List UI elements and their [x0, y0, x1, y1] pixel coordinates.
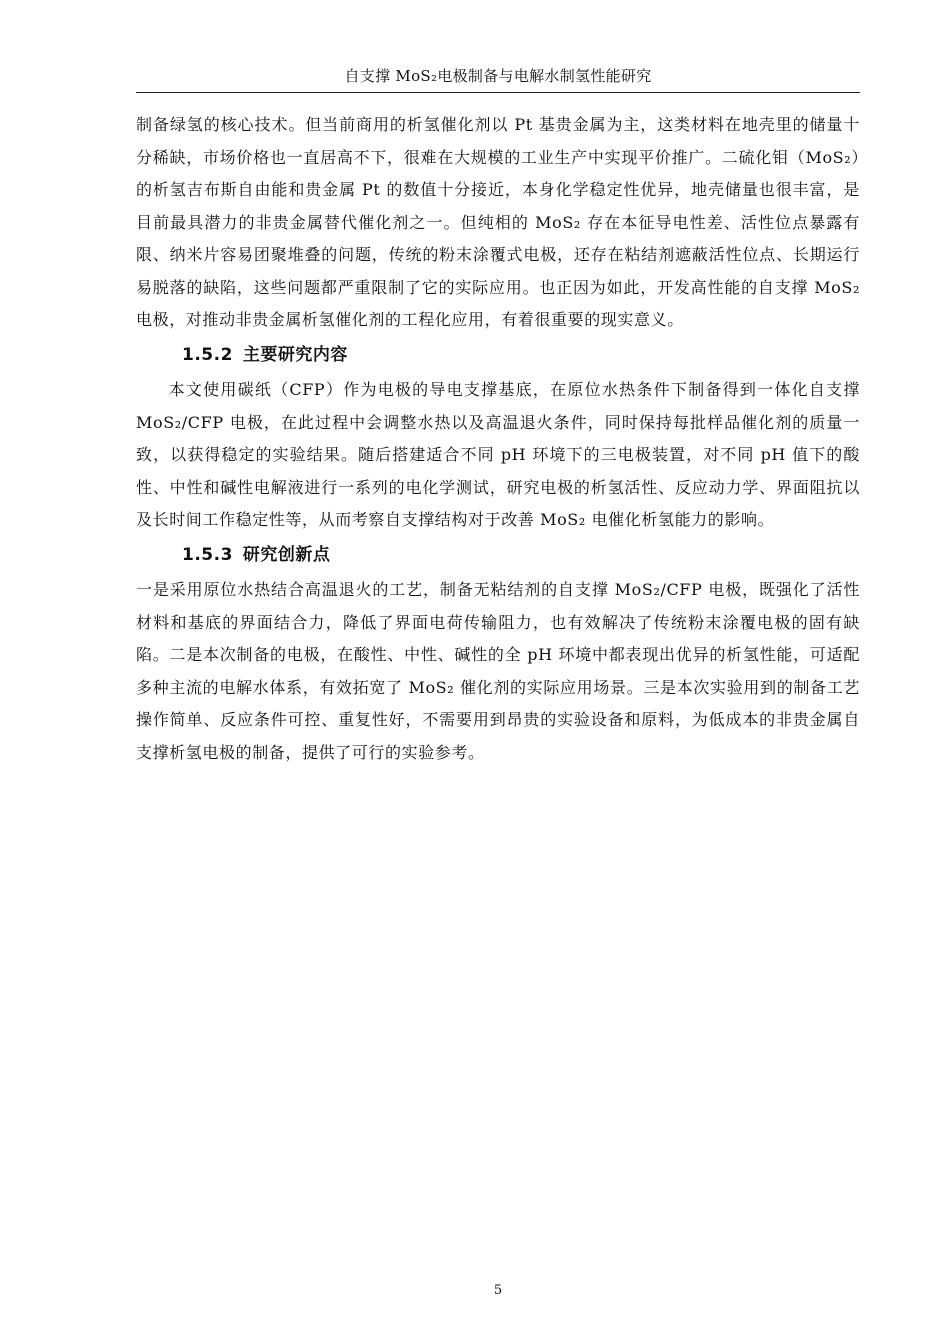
body-paragraph-2 [136, 374, 860, 537]
section-heading-1-5-3 [182, 543, 330, 567]
running-header: 自支撑 MoS₂电极制备与电解水制氢性能研究 [344, 67, 652, 85]
section-3-text: 一是采用原位水热结合高温退火的工艺，制备无粘结剂的自支撑 MoS₂/CFP 电极，既强化了活性材料和基底的界面结合力，降低了界面电荷传输阻力，也有效解决了传统粉末涂覆电极的固有缺陷。二是本次制备的电极，在酸性、中性、碱性的全 pH 环境中都表现出优异的析氢性能，可适配多种主流的电解水体系，有效拓宽了 MoS₂ 催化剂的实际应用场景。三是本次实验用到的制备工艺操作简单、反应条件可控、重复性好，不需要用到昂贵的实验设备和原料，为低成本的非贵金属自支撑析氢电极的制备，提供了可行的实验参考。 [136, 580, 860, 762]
body-paragraph-3 [136, 574, 860, 770]
section-2-text: 本文使用碳纸（CFP）作为电极的导电支撑基底，在原位水热条件下制备得到一体化自支撑 MoS₂/CFP 电极，在此过程中会调整水热以及高温退火条件，同时保持每批样品催化剂的质量一致，以获得稳定的实验结果。随后搭建适合不同 pH 环境下的三电极装置，对不同 pH 值下的酸性、中性和碱性电解液进行一系列的电化学测试，研究电极的析氢活性、反应动力学、界面阻抗以及长时间工作稳定性等，从而考察自支撑结构对于改善 MoS₂ 电催化析氢能力的影响。 [136, 380, 860, 529]
section-title: 主要研究内容 [242, 345, 348, 365]
section-title: 研究创新点 [242, 545, 331, 565]
section-heading-1-5-2 [182, 343, 348, 367]
body-paragraph-1: 制备绿氢的核心技术。但当前商用的析氢催化剂以 Pt 基贵金属为主，这类材料在地壳里的储量十分稀缺，市场价格也一直居高不下，很难在大规模的工业生产中实现平价推广。二硫化钼（MoS₂）的析氢吉布斯自由能和贵金属 Pt 的数值十分接近，本身化学稳定性优异，地壳储量也很丰富，是目前最具潜力的非贵金属替代催化剂之一。但纯相的 MoS₂ 存在本征导电性差、活性位点暴露有限、纳米片容易团聚堆叠的问题，传统的粉末涂覆式电极，还存在粘结剂遮蔽活性位点、长期运行易脱落的缺陷，这些问题都严重限制了它的实际应用。也正因为如此，开发高性能的自支撑 MoS₂ 电极，对推动非贵金属析氢催化剂的工程化应用，有着很重要的现实意义。 [136, 115, 860, 329]
section-number: 1.5.2 [182, 345, 233, 365]
header-divider [136, 92, 860, 93]
section-number: 1.5.3 [182, 545, 233, 565]
page-number: 5 [493, 1283, 503, 1298]
